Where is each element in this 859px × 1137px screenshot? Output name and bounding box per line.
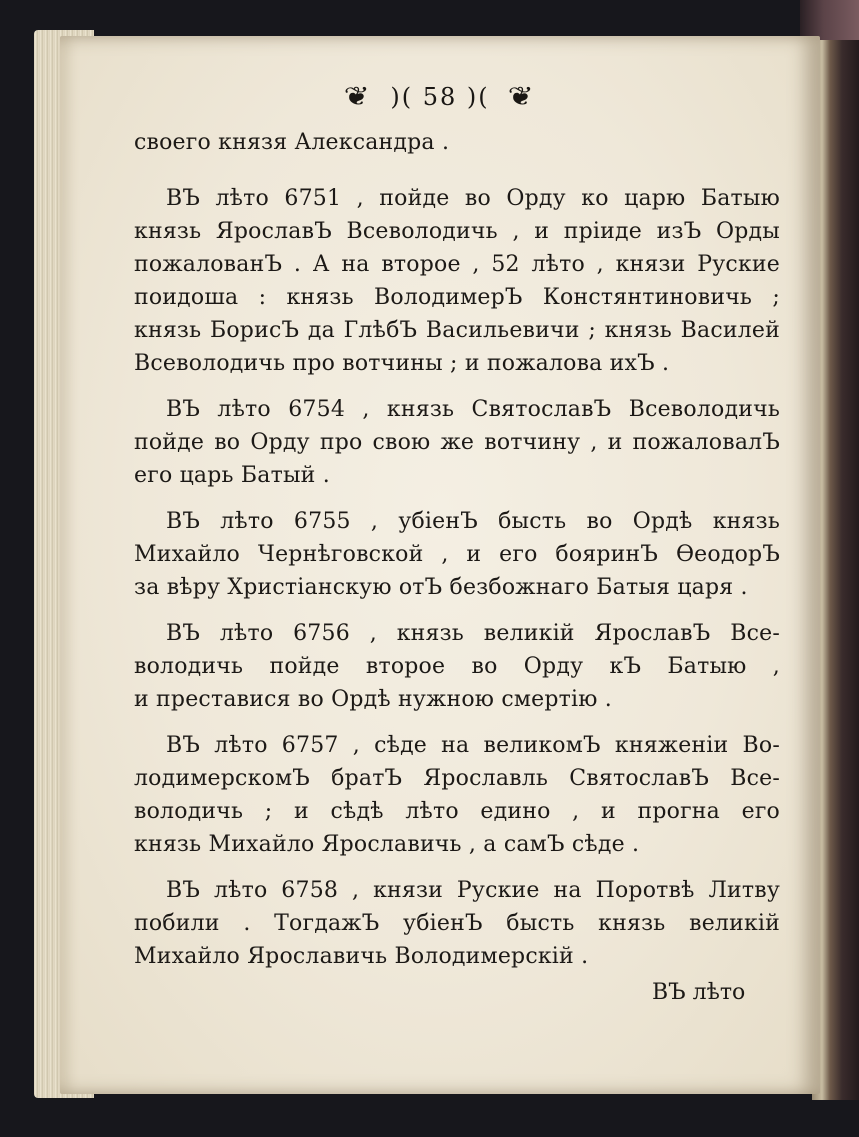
text-line: его царь Батый .	[134, 463, 330, 488]
text-line: своего князя Александра .	[134, 130, 450, 155]
left-ornament-icon: ❦	[343, 82, 373, 112]
text-line: князь Михайло Ярославичь , а самЪ сѣде .	[134, 832, 640, 857]
text-line: ВЪ лѣто 6756 , князь великій ЯрославЪ Все-	[166, 621, 780, 646]
text-line: за вѣру Христіанскую отЪ безбожнаго Батыя царя .	[134, 575, 748, 600]
text-line: ВЪ лѣто 6757 , сѣде на великомЪ княженіи Во-	[166, 733, 780, 758]
text-line: ВЪ лѣто 6758 , князи Руские на Поротвѣ Литву	[166, 878, 780, 903]
page-number: )( 58 )(	[390, 83, 490, 111]
text-line: князь БорисЪ да ГлѣбЪ Васильевичи ; князь Василей	[134, 318, 780, 343]
text-line: князь ЯрославЪ Всеволодичь , и пріиде изЪ Орды	[134, 219, 780, 244]
text-line: ВЪ лѣто 6755 , убіенЪ бысть во Ордѣ князь	[166, 509, 780, 534]
text-line: и преставися во Ордѣ нужною смертію .	[134, 687, 613, 712]
text-line: поидоша : князь ВолодимерЪ Констянтиновичь ;	[134, 285, 780, 310]
text-line: Всеволодичь про вотчины ; и пожалова ихЪ .	[134, 351, 670, 376]
text-line: Михайло Ярославичь Володимерскій .	[134, 944, 589, 969]
text-line: володичь ; и сѣдѣ лѣто едино , и прогна его	[134, 799, 780, 824]
text-line: пожалованЪ . А на второе , 52 лѣто , князи Руские	[134, 252, 780, 277]
text-line: Михайло Чернѣговской , и его бояринЪ ѲеодорЪ	[134, 542, 780, 567]
text-line: володичь пойде второе во Орду кЪ Батыю ,	[134, 654, 780, 679]
catchword: ВЪ лѣто	[652, 980, 746, 1005]
page-header	[280, 82, 600, 118]
text-line: лодимерскомЪ братЪ Ярославль СвятославЪ Все-	[134, 766, 780, 791]
text-line: пойде во Орду про свою же вотчину , и пожаловалЪ	[134, 430, 780, 455]
text-line: побили . ТогдажЪ убіенЪ бысть князь великій	[134, 911, 780, 936]
text-line: ВЪ лѣто 6754 , князь СвятославЪ Всеволодичь	[166, 397, 780, 422]
right-ornament-icon: ❦	[507, 82, 537, 112]
text-line: ВЪ лѣто 6751 , пойде во Орду ко царю Батыю	[166, 186, 780, 211]
